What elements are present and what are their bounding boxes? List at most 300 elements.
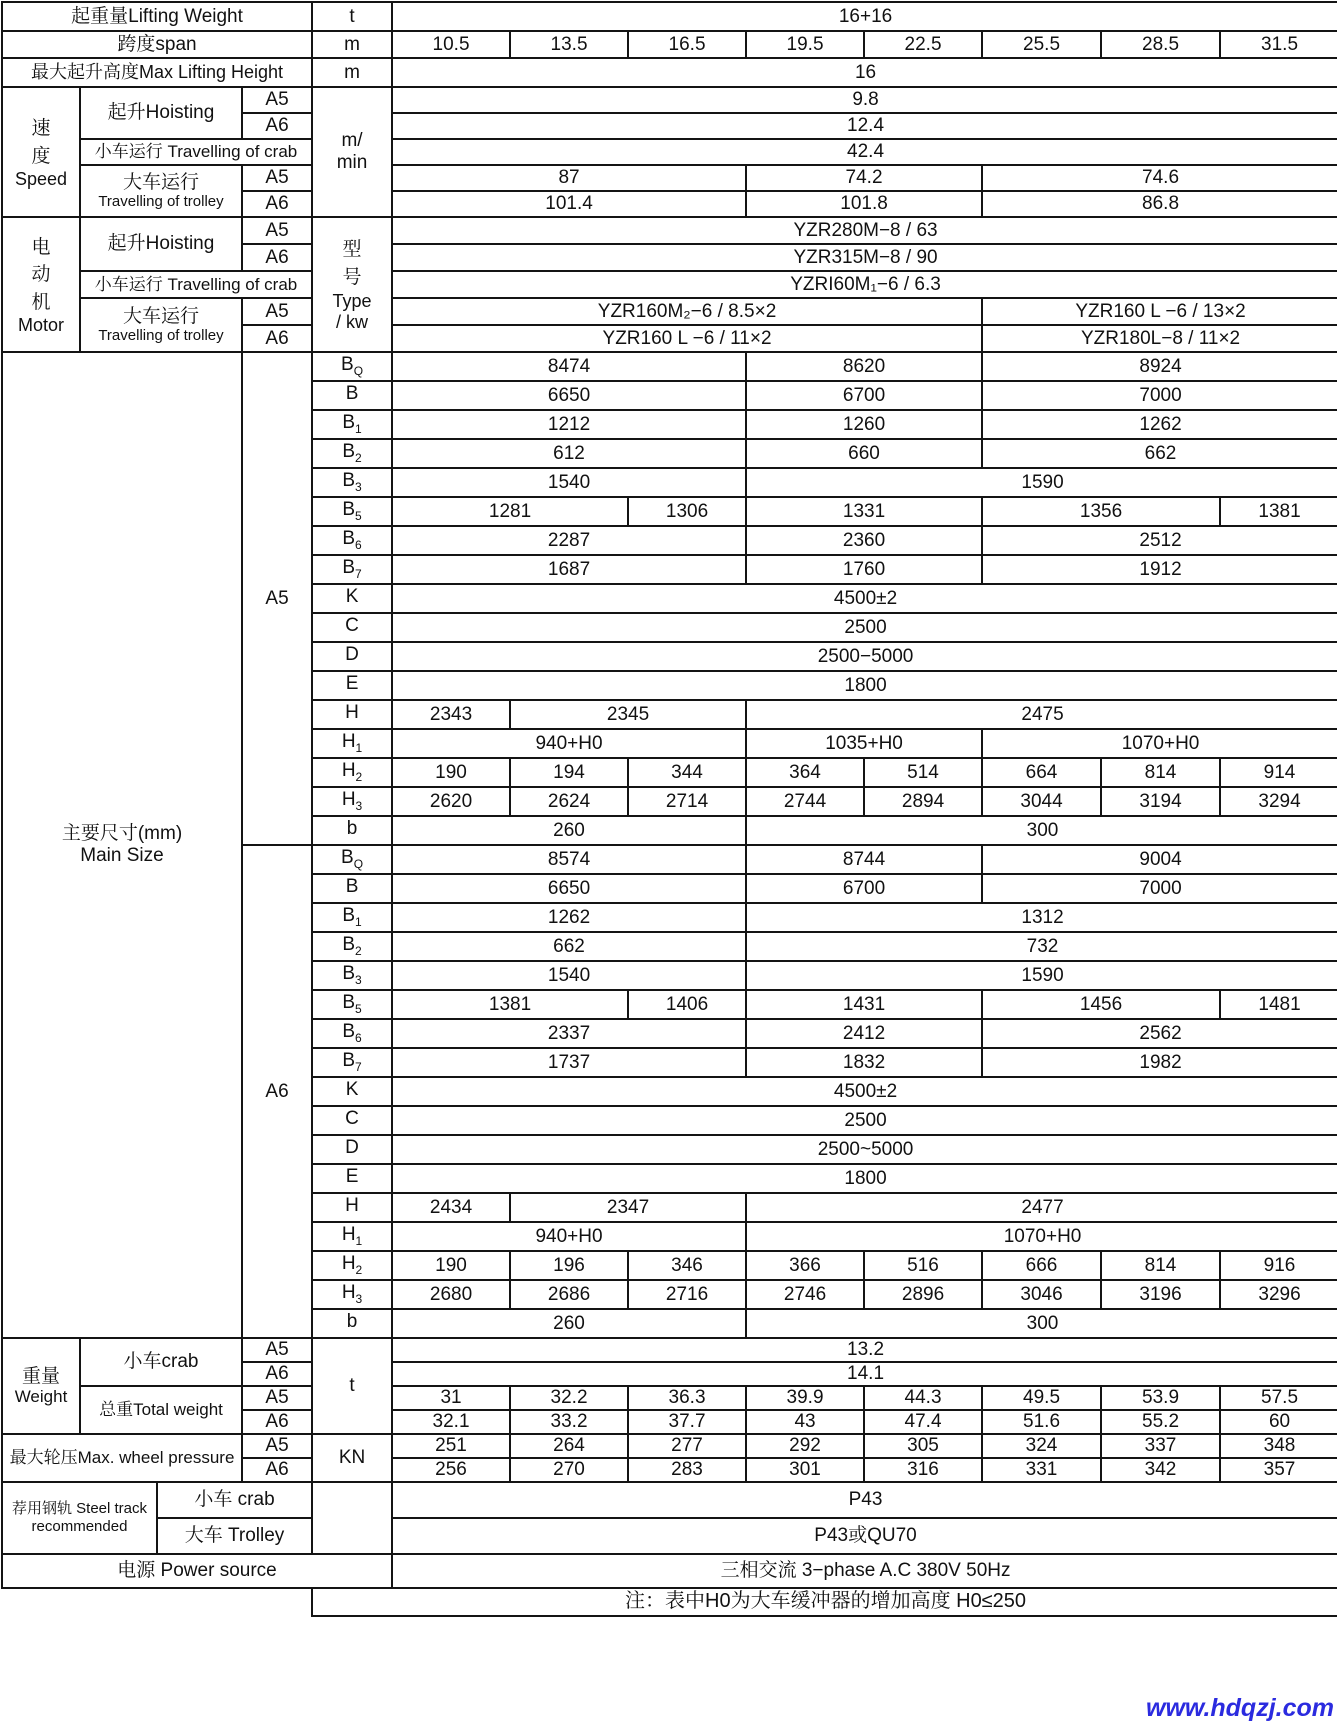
dim-sym: B — [342, 934, 356, 956]
size-value-cell: 1070+H0 — [982, 729, 1337, 758]
speed-unit-line1: m/ — [341, 130, 363, 152]
dim-symbol — [312, 874, 392, 903]
dim-sub: 2 — [355, 944, 362, 959]
class-a5-label: A5 — [242, 298, 312, 325]
weight-total-a5-cell: 31 — [392, 1386, 510, 1410]
weight-group-en: Weight — [14, 1387, 68, 1406]
dim-sym: D — [345, 644, 359, 666]
size-value-cell: 2680 — [392, 1280, 510, 1309]
dim-sym: H — [341, 1282, 356, 1304]
note-text: 注：表中H0为大车缓冲器的增加高度 H0≤250 — [312, 1588, 1337, 1616]
dim-sym: B — [342, 499, 356, 521]
wheel-pressure-label: 最大轮压Max. wheel pressure — [2, 1434, 242, 1482]
motor-trolley-a6-value: YZR180L−8 / 11×2 — [982, 325, 1337, 352]
dim-sym: b — [346, 1311, 358, 1333]
wheel-a6-cell: 316 — [864, 1458, 982, 1482]
track-unit-empty — [312, 1482, 392, 1554]
weight-total-a6-cell: 33.2 — [510, 1410, 628, 1434]
dim-symbol — [312, 1135, 392, 1164]
wheel-a6-cell: 357 — [1220, 1458, 1337, 1482]
size-value-cell: 2714 — [628, 787, 746, 816]
size-value-cell: 1590 — [746, 961, 1337, 990]
dim-sym: B — [341, 847, 354, 869]
span-value-cell: 25.5 — [982, 31, 1101, 58]
steel-track-label: 荐用钢轨 Steel track recommended — [2, 1482, 157, 1554]
size-value-cell: 300 — [746, 1309, 1337, 1338]
size-value-cell: 1281 — [392, 497, 628, 526]
motor-unit — [312, 217, 392, 352]
weight-crab-a6-value: 14.1 — [392, 1362, 1337, 1386]
dim-sym: H — [341, 1224, 356, 1246]
speed-group-label — [2, 87, 80, 217]
speed-group-en: Speed — [14, 169, 68, 190]
size-value-cell: 4500±2 — [392, 1077, 1337, 1106]
dim-sym: H — [341, 760, 356, 782]
size-value-cell: 2896 — [864, 1280, 982, 1309]
size-class-a5-label: A5 — [242, 352, 312, 845]
track-crab-value: P43 — [392, 1482, 1337, 1518]
span-value-cell: 22.5 — [864, 31, 982, 58]
weight-total-a5-cell: 32.2 — [510, 1386, 628, 1410]
dim-sym: B — [341, 354, 354, 376]
dim-sym: b — [346, 818, 358, 840]
size-value-cell: 1306 — [628, 497, 746, 526]
span-value-cell: 10.5 — [392, 31, 510, 58]
max-lifting-height-value: 16 — [392, 58, 1337, 87]
speed-group-cn: 速度 — [31, 118, 51, 167]
power-source-value: 三相交流 3−phase A.C 380V 50Hz — [392, 1554, 1337, 1588]
size-value-cell: 2620 — [392, 787, 510, 816]
dim-sym: E — [345, 1166, 359, 1188]
dim-sub: Q — [353, 857, 364, 872]
dim-symbol — [312, 642, 392, 671]
size-value-cell: 1760 — [746, 555, 982, 584]
dim-sub: Q — [353, 364, 364, 379]
dim-symbol — [312, 352, 392, 381]
dim-symbol — [312, 932, 392, 961]
size-value-cell: 3294 — [1220, 787, 1337, 816]
weight-total-label: 总重Total weight — [80, 1386, 242, 1434]
size-value-cell: 1912 — [982, 555, 1337, 584]
size-value-cell: 662 — [392, 932, 746, 961]
main-size-cn: 主要尺寸(mm) — [61, 823, 183, 845]
weight-group-cn: 重量 — [21, 1366, 60, 1388]
speed-hoisting-a6-value: 12.4 — [392, 113, 1337, 139]
speed-crab-label: 小车运行 Travelling of crab — [80, 139, 312, 165]
dim-sym: E — [345, 673, 359, 695]
dim-symbol — [312, 1077, 392, 1106]
dim-symbol — [312, 729, 392, 758]
wheel-a6-cell: 301 — [746, 1458, 864, 1482]
dim-sub: 1 — [355, 1234, 363, 1249]
motor-group-en: Motor — [17, 315, 64, 336]
dim-sym: B — [342, 992, 356, 1014]
class-a5-label: A5 — [242, 1386, 312, 1410]
size-value-cell: 1456 — [982, 990, 1220, 1019]
track-crab-label: 小车 crab — [157, 1482, 312, 1518]
speed-trolley-en: Travelling of trolley — [98, 193, 224, 211]
size-value-cell: 514 — [864, 758, 982, 787]
main-size-en: Main Size — [80, 845, 164, 866]
dim-symbol — [312, 381, 392, 410]
size-value-cell: 2686 — [510, 1280, 628, 1309]
dim-sub: 5 — [355, 509, 362, 524]
size-value-cell: 1035+H0 — [746, 729, 982, 758]
size-value-cell: 2500 — [392, 1106, 1337, 1135]
weight-total-a5-cell: 57.5 — [1220, 1386, 1337, 1410]
dim-symbol — [312, 758, 392, 787]
dim-sym: B — [342, 905, 356, 927]
size-value-cell: 2624 — [510, 787, 628, 816]
class-a6-label: A6 — [242, 1410, 312, 1434]
speed-trolley-a6-value: 86.8 — [982, 191, 1337, 217]
size-value-cell: 2500~5000 — [392, 1135, 1337, 1164]
size-value-cell: 6650 — [392, 381, 746, 410]
size-value-cell: 1212 — [392, 410, 746, 439]
size-value-cell: 2477 — [746, 1193, 1337, 1222]
size-value-cell: 1800 — [392, 1164, 1337, 1193]
dim-sym: B — [342, 557, 356, 579]
size-value-cell: 7000 — [982, 381, 1337, 410]
size-value-cell: 1832 — [746, 1048, 982, 1077]
size-value-cell: 9004 — [982, 845, 1337, 874]
size-value-cell: 940+H0 — [392, 1222, 746, 1251]
crane-spec-table — [1, 1, 1337, 1617]
class-a6-label: A6 — [242, 1362, 312, 1386]
size-value-cell: 194 — [510, 758, 628, 787]
speed-trolley-a6-value: 101.8 — [746, 191, 982, 217]
motor-group-cn: 电动机 — [31, 236, 51, 313]
dim-sub: 7 — [355, 1060, 362, 1075]
size-value-cell: 1590 — [746, 468, 1337, 497]
dim-sym: B — [342, 441, 356, 463]
class-a6-label: A6 — [242, 191, 312, 217]
size-value-cell: 1982 — [982, 1048, 1337, 1077]
motor-group-label — [2, 217, 80, 352]
size-value-cell: 1262 — [392, 903, 746, 932]
dim-symbol — [312, 468, 392, 497]
dim-sym: B — [342, 412, 356, 434]
size-value-cell: 1431 — [746, 990, 982, 1019]
dim-sub: 3 — [355, 1292, 363, 1307]
track-trolley-label: 大车 Trolley — [157, 1518, 312, 1554]
motor-trolley-a5-value: YZR160M₂−6 / 8.5×2 — [392, 298, 982, 325]
class-a5-label: A5 — [242, 1434, 312, 1458]
dim-symbol — [312, 1193, 392, 1222]
wheel-a5-cell: 348 — [1220, 1434, 1337, 1458]
dim-sym: H — [341, 789, 356, 811]
weight-total-a5-cell: 44.3 — [864, 1386, 982, 1410]
weight-total-a6-cell: 55.2 — [1101, 1410, 1220, 1434]
weight-crab-label: 小车crab — [80, 1338, 242, 1386]
size-value-cell: 2562 — [982, 1019, 1337, 1048]
size-value-cell: 1687 — [392, 555, 746, 584]
size-class-a6-label: A6 — [242, 845, 312, 1338]
dim-sub: 5 — [355, 1002, 362, 1017]
size-value-cell: 914 — [1220, 758, 1337, 787]
max-lifting-height-unit: m — [312, 58, 392, 87]
dim-sym: B — [342, 470, 356, 492]
size-value-cell: 2512 — [982, 526, 1337, 555]
wheel-a6-cell: 331 — [982, 1458, 1101, 1482]
size-value-cell: 3194 — [1101, 787, 1220, 816]
dim-symbol — [312, 1309, 392, 1338]
motor-crab-value: YZRI60M₁−6 / 6.3 — [392, 271, 1337, 298]
dim-symbol — [312, 526, 392, 555]
weight-total-a6-cell: 47.4 — [864, 1410, 982, 1434]
span-unit: m — [312, 31, 392, 58]
motor-unit-en2: / kw — [336, 312, 369, 333]
size-value-cell: 1331 — [746, 497, 982, 526]
dim-sub: 7 — [355, 567, 362, 582]
motor-unit-cn: 型号 — [342, 239, 362, 288]
wheel-a5-cell: 324 — [982, 1434, 1101, 1458]
size-value-cell: 4500±2 — [392, 584, 1337, 613]
dim-symbol — [312, 787, 392, 816]
size-value-cell: 814 — [1101, 758, 1220, 787]
dim-sym: D — [345, 1137, 359, 1159]
size-value-cell: 2500−5000 — [392, 642, 1337, 671]
wheel-pressure-unit: KN — [312, 1434, 392, 1482]
motor-unit-en1: Type — [332, 291, 372, 312]
size-value-cell: 1800 — [392, 671, 1337, 700]
dim-symbol — [312, 816, 392, 845]
size-value-cell: 1540 — [392, 961, 746, 990]
size-value-cell: 2434 — [392, 1193, 510, 1222]
size-value-cell: 344 — [628, 758, 746, 787]
speed-hoisting-a5-value: 9.8 — [392, 87, 1337, 113]
watermark: www.hdqzj.com — [1146, 1694, 1334, 1722]
size-value-cell: 1381 — [1220, 497, 1337, 526]
wheel-a5-cell: 337 — [1101, 1434, 1220, 1458]
size-value-cell: 2500 — [392, 613, 1337, 642]
dim-symbol — [312, 700, 392, 729]
speed-trolley-cn: 大车运行 — [122, 172, 199, 194]
size-value-cell: 364 — [746, 758, 864, 787]
span-value-cell: 13.5 — [510, 31, 628, 58]
span-value-cell: 31.5 — [1220, 31, 1337, 58]
size-value-cell: 260 — [392, 816, 746, 845]
size-value-cell: 2744 — [746, 787, 864, 816]
speed-trolley-a6-value: 101.4 — [392, 191, 746, 217]
size-value-cell: 2475 — [746, 700, 1337, 729]
size-value-cell: 2343 — [392, 700, 510, 729]
size-value-cell: 1540 — [392, 468, 746, 497]
dim-sym: B — [342, 963, 356, 985]
size-value-cell: 6700 — [746, 874, 982, 903]
dim-symbol — [312, 961, 392, 990]
motor-trolley-en: Travelling of trolley — [98, 327, 224, 345]
dim-sub: 2 — [355, 1263, 363, 1278]
size-value-cell: 2360 — [746, 526, 982, 555]
dim-symbol — [312, 410, 392, 439]
weight-total-a6-cell: 43 — [746, 1410, 864, 1434]
size-value-cell: 8620 — [746, 352, 982, 381]
motor-trolley-label — [80, 298, 242, 352]
dim-sym: H — [341, 731, 356, 753]
dim-symbol — [312, 555, 392, 584]
size-value-cell: 3046 — [982, 1280, 1101, 1309]
class-a5-label: A5 — [242, 87, 312, 113]
dim-symbol — [312, 1251, 392, 1280]
size-value-cell: 300 — [746, 816, 1337, 845]
speed-trolley-a5-value: 74.2 — [746, 165, 982, 191]
lifting-weight-unit: t — [312, 2, 392, 31]
motor-trolley-cn: 大车运行 — [122, 306, 199, 328]
dim-sub: 1 — [355, 915, 362, 930]
dim-symbol — [312, 845, 392, 874]
motor-trolley-a6-value: YZR160 L −6 / 11×2 — [392, 325, 982, 352]
size-value-cell: 2347 — [510, 1193, 746, 1222]
size-value-cell: 2337 — [392, 1019, 746, 1048]
dim-symbol — [312, 1222, 392, 1251]
dim-sym: C — [345, 1108, 359, 1130]
speed-unit-line2: min — [336, 152, 368, 173]
dim-sub: 6 — [355, 1031, 362, 1046]
dim-symbol — [312, 1048, 392, 1077]
size-value-cell: 2412 — [746, 1019, 982, 1048]
size-value-cell: 662 — [982, 439, 1337, 468]
dim-sym: K — [345, 586, 359, 608]
size-value-cell: 1356 — [982, 497, 1220, 526]
wheel-a6-cell: 270 — [510, 1458, 628, 1482]
class-a6-label: A6 — [242, 244, 312, 271]
class-a6-label: A6 — [242, 1458, 312, 1482]
size-value-cell: 3196 — [1101, 1280, 1220, 1309]
size-value-cell: 2287 — [392, 526, 746, 555]
motor-hoisting-label: 起升Hoisting — [80, 217, 242, 271]
dim-sym: H — [345, 1195, 359, 1217]
motor-trolley-a5-value: YZR160 L −6 / 13×2 — [982, 298, 1337, 325]
dim-symbol — [312, 1164, 392, 1193]
size-value-cell: 7000 — [982, 874, 1337, 903]
power-source-label: 电源 Power source — [2, 1554, 392, 1588]
size-value-cell: 664 — [982, 758, 1101, 787]
note-left-blank — [2, 1588, 312, 1616]
span-label: 跨度span — [2, 31, 312, 58]
dim-sub: 6 — [355, 538, 362, 553]
size-value-cell: 8574 — [392, 845, 746, 874]
wheel-a6-cell: 342 — [1101, 1458, 1220, 1482]
dim-symbol — [312, 1019, 392, 1048]
class-a5-label: A5 — [242, 217, 312, 244]
motor-hoisting-a5-value: YZR280M−8 / 63 — [392, 217, 1337, 244]
size-value-cell: 6650 — [392, 874, 746, 903]
size-value-cell: 1262 — [982, 410, 1337, 439]
size-value-cell: 2894 — [864, 787, 982, 816]
size-value-cell: 2716 — [628, 1280, 746, 1309]
size-value-cell: 1381 — [392, 990, 628, 1019]
dim-symbol — [312, 439, 392, 468]
dim-sub: 3 — [355, 799, 363, 814]
weight-total-a6-cell: 60 — [1220, 1410, 1337, 1434]
size-value-cell: 660 — [746, 439, 982, 468]
wheel-a5-cell: 264 — [510, 1434, 628, 1458]
size-value-cell: 940+H0 — [392, 729, 746, 758]
main-size-group-label — [2, 352, 242, 1338]
dim-sub: 1 — [355, 741, 363, 756]
size-value-cell: 814 — [1101, 1251, 1220, 1280]
dim-symbol — [312, 613, 392, 642]
size-value-cell: 1406 — [628, 990, 746, 1019]
weight-total-a6-cell: 37.7 — [628, 1410, 746, 1434]
size-value-cell: 2746 — [746, 1280, 864, 1309]
dim-sub: 3 — [355, 973, 362, 988]
wheel-a6-cell: 256 — [392, 1458, 510, 1482]
weight-total-a5-cell: 53.9 — [1101, 1386, 1220, 1410]
size-value-cell: 666 — [982, 1251, 1101, 1280]
size-value-cell: 1260 — [746, 410, 982, 439]
weight-total-a5-cell: 36.3 — [628, 1386, 746, 1410]
dim-sub: 1 — [355, 422, 362, 437]
size-value-cell: 1312 — [746, 903, 1337, 932]
dim-sym: H — [345, 702, 359, 724]
weight-total-a5-cell: 39.9 — [746, 1386, 864, 1410]
speed-trolley-label — [80, 165, 242, 217]
size-value-cell: 196 — [510, 1251, 628, 1280]
speed-trolley-a5-value: 87 — [392, 165, 746, 191]
speed-hoisting-label: 起升Hoisting — [80, 87, 242, 139]
size-value-cell: 1481 — [1220, 990, 1337, 1019]
dim-sym: B — [345, 383, 359, 405]
speed-unit — [312, 87, 392, 217]
weight-total-a5-cell: 49.5 — [982, 1386, 1101, 1410]
dim-sym: B — [345, 876, 359, 898]
dim-symbol — [312, 903, 392, 932]
size-value-cell: 612 — [392, 439, 746, 468]
wheel-a5-cell: 251 — [392, 1434, 510, 1458]
weight-group-label — [2, 1338, 80, 1434]
motor-hoisting-a6-value: YZR315M−8 / 90 — [392, 244, 1337, 271]
dim-sub: 2 — [355, 770, 363, 785]
wheel-a5-cell: 305 — [864, 1434, 982, 1458]
class-a6-label: A6 — [242, 113, 312, 139]
wheel-a5-cell: 277 — [628, 1434, 746, 1458]
size-value-cell: 516 — [864, 1251, 982, 1280]
size-value-cell: 8474 — [392, 352, 746, 381]
wheel-a6-cell: 283 — [628, 1458, 746, 1482]
size-value-cell: 732 — [746, 932, 1337, 961]
track-trolley-value: P43或QU70 — [392, 1518, 1337, 1554]
size-value-cell: 260 — [392, 1309, 746, 1338]
dim-sym: H — [341, 1253, 356, 1275]
weight-total-a6-cell: 32.1 — [392, 1410, 510, 1434]
size-value-cell: 2345 — [510, 700, 746, 729]
dim-sub: 2 — [355, 451, 362, 466]
size-value-cell: 3044 — [982, 787, 1101, 816]
size-value-cell: 190 — [392, 1251, 510, 1280]
wheel-a5-cell: 292 — [746, 1434, 864, 1458]
dim-sym: B — [342, 528, 356, 550]
size-value-cell: 1737 — [392, 1048, 746, 1077]
dim-sub: 3 — [355, 480, 362, 495]
motor-crab-label: 小车运行 Travelling of crab — [80, 271, 312, 298]
size-value-cell: 346 — [628, 1251, 746, 1280]
size-value-cell: 8744 — [746, 845, 982, 874]
speed-trolley-a5-value: 74.6 — [982, 165, 1337, 191]
dim-sym: C — [345, 615, 359, 637]
dim-symbol — [312, 584, 392, 613]
size-value-cell: 190 — [392, 758, 510, 787]
size-value-cell: 3296 — [1220, 1280, 1337, 1309]
span-value-cell: 19.5 — [746, 31, 864, 58]
size-value-cell: 6700 — [746, 381, 982, 410]
weight-crab-a5-value: 13.2 — [392, 1338, 1337, 1362]
lifting-weight-value: 16+16 — [392, 2, 1337, 31]
weight-total-a6-cell: 51.6 — [982, 1410, 1101, 1434]
dim-sym: B — [342, 1050, 356, 1072]
dim-sym: B — [342, 1021, 356, 1043]
